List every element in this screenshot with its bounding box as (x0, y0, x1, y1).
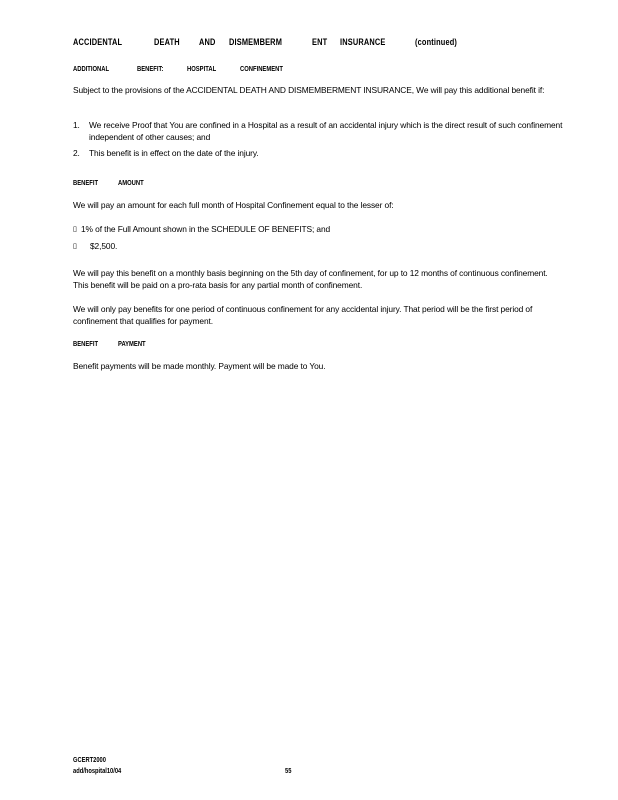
heading-word: BENEFIT (73, 178, 99, 187)
title-word: DEATH (154, 37, 180, 48)
title-word: DISMEMBERM (229, 37, 283, 48)
heading-word: PAYMENT (118, 339, 146, 348)
confinement-period-paragraph: We will only pay benefits for one period of continuous confinement for any accidental injury. That period will be the first period of confinement that qualifies for payment. (73, 304, 533, 326)
heading-word: BENEFIT: (137, 64, 164, 73)
monthly-basis-paragraph: We will pay this benefit on a monthly basis beginning on the 5th day of confinement, for up to 12 months of continuous confinement. This benefit will be paid on a pro-rata basis for any partial month of confinement. (73, 268, 548, 290)
list-text: $2,500. (90, 241, 118, 251)
payment-paragraph: Benefit payments will be made monthly. Payment will be made to You. (73, 361, 326, 371)
intro-paragraph: Subject to the provisions of the ACCIDENTAL DEATH AND DISMEMBERMENT INSURANCE, We will pay this additional benefit if: (73, 85, 545, 95)
bullet-icon: ▯ (73, 242, 77, 250)
heading-word: ADDITIONAL (73, 64, 110, 73)
conditions-list (73, 120, 563, 160)
form-code: GCERT2000 (73, 755, 106, 764)
title-word: AND (199, 37, 216, 48)
heading-word: AMOUNT (118, 178, 144, 187)
page-number: 55 (285, 766, 292, 775)
amount-paragraph: We will pay an amount for each full month of Hospital Confinement equal to the lesser of: (73, 200, 394, 210)
title-word: INSURANCE (340, 37, 386, 48)
list-number: 1. (73, 120, 80, 130)
bullet-icon: ▯ (73, 225, 77, 233)
list-text: This benefit is in effect on the date of the injury. (89, 148, 259, 158)
title-word: ACCIDENTAL (73, 37, 123, 48)
title-continued: (continued) (415, 37, 458, 48)
heading-word: BENEFIT (73, 339, 99, 348)
list-text: We receive Proof that You are confined in a Hospital as a result of an accidental injury which is the direct result of such confinement independent of other causes; and (89, 120, 563, 142)
document-code: add/hospital10/04 (73, 766, 122, 775)
options-list (73, 224, 563, 254)
list-text: 1% of the Full Amount shown in the SCHEDULE OF BENEFITS; and (81, 224, 331, 234)
heading-word: CONFINEMENT (240, 64, 283, 73)
title-word: ENT (312, 37, 328, 48)
list-number: 2. (73, 148, 80, 158)
heading-word: HOSPITAL (187, 64, 217, 73)
